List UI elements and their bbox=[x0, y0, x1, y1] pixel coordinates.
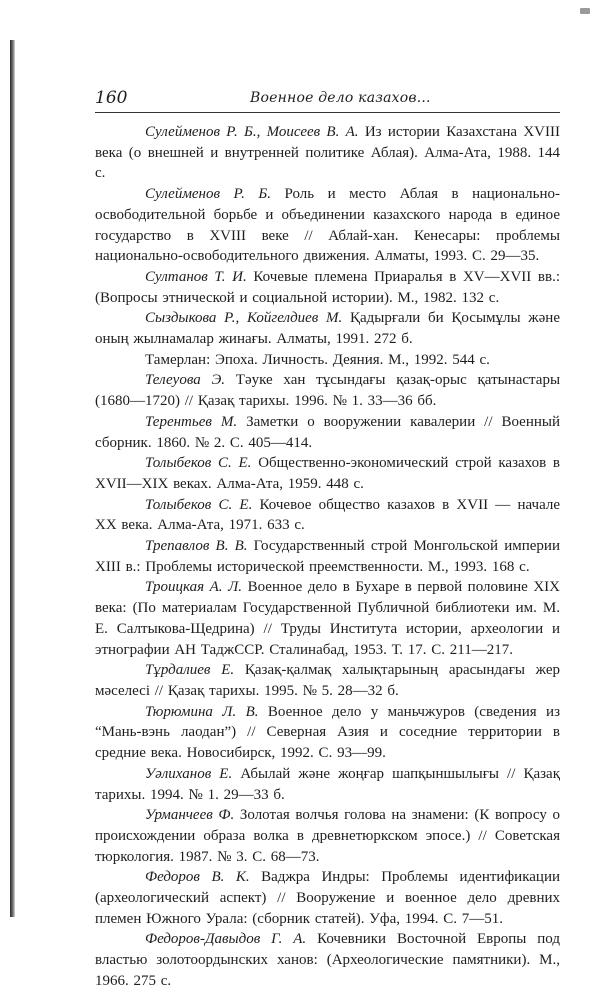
bibliography-entry bbox=[95, 267, 560, 308]
bibliography-entry bbox=[95, 370, 560, 411]
entry-author: Троицкая А. Л. bbox=[145, 579, 243, 596]
entry-author: Султанов Т. И. bbox=[145, 268, 247, 285]
bibliography-entry bbox=[95, 929, 560, 991]
bibliography-entry bbox=[95, 702, 560, 764]
bibliography-entry bbox=[95, 350, 560, 371]
entry-author: Телеуова Э. bbox=[145, 372, 226, 389]
bibliography-entry bbox=[95, 805, 560, 867]
entry-text: Кочевое общество казахов в XVII — начале XX века. Алма-Ата, 1971. 633 с. bbox=[95, 496, 561, 534]
entry-text: Общественно-экономический строй казахов в XVII—XIX веках. Алма-Ата, 1959. 448 с. bbox=[95, 455, 560, 492]
entry-author: Уәлиханов Е. bbox=[145, 765, 233, 782]
entry-author: Тұрдалиев Е. bbox=[145, 662, 235, 679]
bibliography-entry bbox=[95, 577, 560, 660]
scan-corner-mark bbox=[580, 8, 590, 14]
entry-text: Қазақ-қалмақ халықтарының арасындағы жер мәселесі // Қазақ тарихы. 1995. № 5. 28—32 б. bbox=[95, 662, 560, 699]
entry-author: Толыбеков С. Е. bbox=[145, 496, 253, 513]
entry-text: Ваджра Индры: Проблемы идентификации (археологический аспект) // Вооружение и военное дело древних племен Южного Урала: (сборник статей). Уфа, 1994. С. 7—51. bbox=[95, 869, 560, 927]
bibliography-list bbox=[95, 122, 560, 992]
entry-text: Военное дело у маньчжуров (сведения из “Мань-вэнь лаодан”) // Северная Азия и соседние территории в средние века. Новосибирск, 1992. С. 93—99. bbox=[95, 703, 560, 762]
book-spine-shadow bbox=[10, 40, 15, 917]
entry-text: Абылай және жоңғар шапқыншылығы // Қазақ тарихы. 1994. № 1. 29—33 б. bbox=[95, 765, 560, 803]
entry-text: Заметки о вооружении кавалерии // Военный сборник. 1860. № 2. С. 405—414. bbox=[95, 413, 560, 451]
entry-author: Сулейменов Р. Б. bbox=[145, 186, 272, 203]
entry-text: Золотая волчья голова на знамени: (К вопросу о происхождении образа волка в древнетюркском эпосе.) // Советская тюркология. 1987. № 3. С. 68—73. bbox=[95, 807, 561, 865]
bibliography-entry bbox=[95, 536, 560, 577]
entry-text: Военное дело в Бухаре в первой половине XIX века: (По материалам Государственной Публичной библиотеки им. М. Е. Салтыкова-Щедрина) // Труды Института истории, археологии и этнографии АН ТаджССР. Сталинабад, 1953. Т. 17. С. 211—217. bbox=[95, 579, 560, 658]
bibliography-entry bbox=[95, 764, 560, 805]
entry-author: Федоров-Давыдов Г. А. bbox=[145, 931, 307, 948]
entry-author: Сулейменов Р. Б., Моисеев В. А. bbox=[145, 124, 359, 140]
bibliography-entry bbox=[95, 308, 560, 349]
entry-text: Из истории Казахстана XVIII века (о внешней и внутренней политике Аблая). Алма-Ата, 1988. 144 с. bbox=[95, 124, 560, 182]
bibliography-entry bbox=[95, 412, 560, 453]
entry-author: Урманчеев Ф. bbox=[145, 807, 235, 824]
entry-text: Қадырғали би Қосымұлы және оның жылнамалар жинағы. Алматы, 1991. 272 б. bbox=[95, 310, 560, 348]
running-title: Военное дело казахов... bbox=[250, 90, 431, 106]
page-number: 160 bbox=[95, 88, 128, 108]
bibliography-entry bbox=[95, 122, 560, 184]
entry-text: Кочевые племена Приаралья в XV—XVII вв.: (Вопросы этнической и социальной истории). М., 1982. 132 с. bbox=[95, 268, 561, 306]
entry-author: Толыбеков С. Е. bbox=[145, 455, 252, 472]
entry-text: Тамерлан: Эпоха. Личность. Деяния. М., 1992. 544 с. bbox=[145, 351, 490, 368]
bibliography-entry bbox=[95, 184, 560, 267]
bibliography-entry bbox=[95, 453, 560, 494]
bibliography-entry bbox=[95, 495, 560, 536]
page-header bbox=[95, 88, 560, 110]
entry-author: Терентьев М. bbox=[145, 413, 238, 430]
entry-author: Трепавлов В. В. bbox=[145, 538, 248, 555]
entry-author: Тюрюмина Л. В. bbox=[145, 703, 259, 720]
bibliography-entry bbox=[95, 660, 560, 701]
entry-text: Кочевники Восточной Европы под властью золотоордынских ханов: (Археологические памятники). М., 1966. 275 с. bbox=[95, 931, 560, 989]
entry-text: Государственный строй Монгольской империи XIII в.: Проблемы исторической преемственности. М., 1993. 168 с. bbox=[95, 538, 560, 575]
entry-text: Роль и место Аблая в национально-освободительной борьбе и объединении казахского народа в единое государство в XVIII веке // Аблай-хан. Кенесары: проблемы национально-освободительного движения. Алматы, 1993. С. 29—35. bbox=[95, 186, 560, 265]
header-rule bbox=[95, 112, 560, 113]
entry-text: Тәуке хан тұсындағы қазақ-орыс қатынастары (1680—1720) // Қазақ тарихы. 1996. № 1. 33—36 бб. bbox=[95, 372, 561, 410]
entry-author: Сыздыкова Р., Койгелдиев М. bbox=[145, 310, 343, 327]
entry-author: Федоров В. К. bbox=[145, 869, 250, 886]
bibliography-entry bbox=[95, 867, 560, 929]
